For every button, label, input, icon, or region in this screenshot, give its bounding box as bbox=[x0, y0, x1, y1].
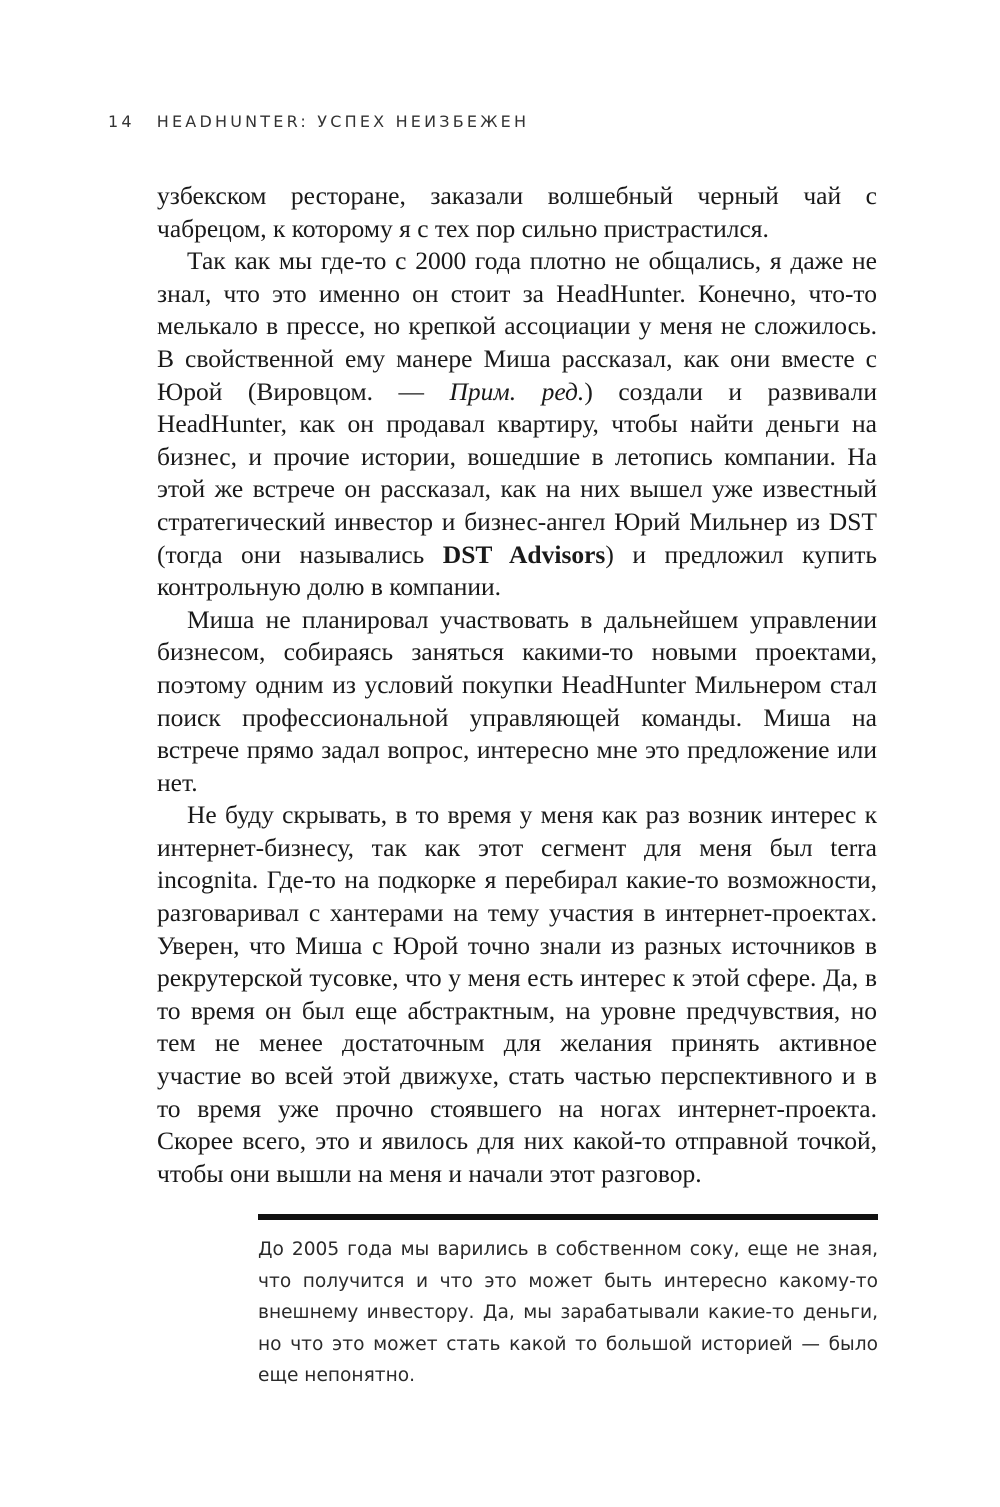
paragraph-4: Не буду скрывать, в то время у меня как раз возник интерес к интернет-бизнесу, так как этот сегмент для меня был terra incognita. Где-то на подкорке я перебирал какие-то возможности, разговаривал с хантерами на тему участия в интернет-проектах. Уверен, что Миша с Юрой точно знали из разных источников в рекрутерской тусовке, что у меня есть интерес к этой сфере. Да, в то время он был еще абстрактным, на уровне предчувствия, но тем не менее достаточным для желания принять активное участие во всей этой движухе, стать частью перспективного и в то время уже прочно стоявшего на ногах интернет-проекта. Скорее всего, это и явилось для них какой-то отправной точкой, чтобы они вышли на меня и начали этот разговор. bbox=[157, 800, 877, 1188]
paragraph-3: Миша не планировал участвовать в дальнейшем управлении бизнесом, собираясь заняться какими-то новыми проектами, поэтому одним из условий покупки HeadHunter Мильнером стал поиск профессиональной управляющей команды. Миша на встрече прямо задал вопрос, интересно мне это предложение или нет. bbox=[157, 604, 877, 797]
paragraph-2-part-b: ) создали и развивали HeadHunter, как он продавал квартиру, чтобы найти деньги на бизнес, и прочие истории, вошедшие в летопись компании. На этой же встрече он рассказал, как на них вышел уже известный стратегический инвестор и бизнес-ангел Юрий Мильнер из DST (тогда они назывались bbox=[157, 376, 878, 569]
pull-quote bbox=[258, 1214, 878, 1392]
pull-quote-text: До 2005 года мы варились в собственном соку, еще не зная, что получится и что это может быть интересно какому-то внешнему инвестору. Да, мы зарабатывали какие-то деньги, но что это может стать какой то большой историей — было еще непонятно. bbox=[258, 1239, 878, 1386]
book-title: HEADHUNTER: УСПЕХ НЕИЗБЕЖЕН bbox=[156, 112, 530, 131]
paragraph-1: узбекском ресторане, заказали волшебный черный чай с чабрецом, к которому я с тех пор сильно пристрастился. bbox=[157, 181, 877, 243]
paragraph-2-part-c: ) и предложил купить контрольную долю в компании. bbox=[157, 539, 877, 602]
company-name-bold: DST Advisors bbox=[442, 539, 606, 569]
running-header bbox=[108, 112, 529, 131]
body-text bbox=[157, 180, 877, 1190]
editor-note: Прим. ред. bbox=[449, 376, 585, 406]
paragraph-2 bbox=[157, 245, 877, 604]
paragraph-2-part-a: Так как мы где-то с 2000 года плотно не общались, я даже не знал, что это именно он стоит за HeadHunter. Конечно, что-то мелькало в прессе, но крепкой ассоциации у меня не сложилось. В свойственной ему манере Миша рассказал, как они вместе с Юрой (Вировцом. — bbox=[157, 246, 877, 406]
page-number: 14 bbox=[108, 112, 135, 131]
